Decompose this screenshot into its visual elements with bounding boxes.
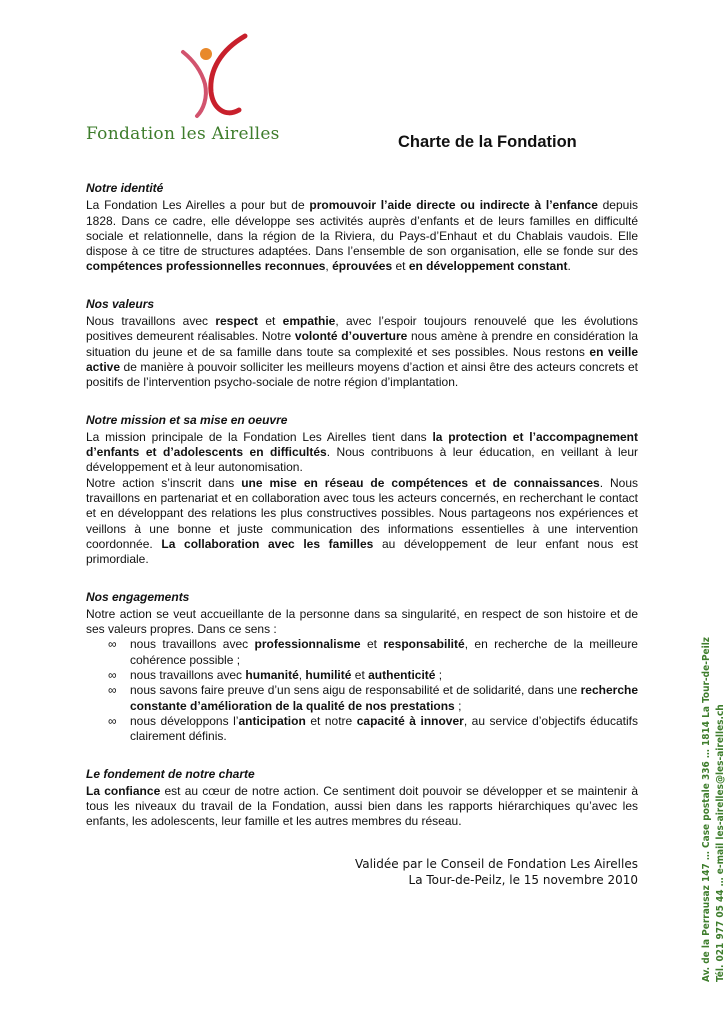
- section-paragraph: Notre action s’inscrit dans une mise en réseau de compétences et de connaissances. Nous travaillons en partenariat et en collaboration avec tous les acteurs concernés, en recherchant le contact et en développant des relations les plus constructives possibles. Nous partageons nos expériences et veillons à une bonne et juste communication des informations essentielles à une intervention coordonnée. La collaboration avec les familles au développement de leur enfant nous est primordiale.: [86, 475, 639, 567]
- list-item: ∞ nous savons faire preuve d’un sens aigu de responsabilité et de solidarité, dans une recherche constante d’amélioration de la qualité de nos prestations ;: [108, 683, 638, 713]
- section-paragraph: Notre action se veut accueillante de la personne dans sa singularité, en respect de son histoire et de ses valeurs propres. Dans ce sens :: [86, 606, 638, 637]
- infinity-bullet-icon: ∞: [108, 713, 117, 728]
- section-engagements: [86, 590, 638, 745]
- page-title: Charte de la Fondation: [398, 133, 577, 151]
- section-valeurs: [86, 297, 638, 391]
- list-item: ∞ nous développons l’anticipation et notre capacité à innover, au service d’objectifs éducatifs clairement définis.: [108, 713, 638, 744]
- section-title: Notre identité: [86, 181, 164, 195]
- section-paragraph: La Fondation Les Airelles a pour but de promouvoir l’aide directe ou indirecte à l’enfance depuis 1828. Dans ce cadre, elle développe ses activités auprès d’enfants et de leurs familles en difficulté sociale et relationnelle, dans la région de la Riviera, du Pays-d’Enhaut et du Chablais vaudois. Elle dispose à ce titre de structures adaptées. Dans l’ensemble de son organisation, elle se fonde sur des compétences professionnelles reconnues, éprouvées et en développement constant.: [86, 198, 638, 274]
- section-title: Le fondement de notre charte: [86, 766, 255, 781]
- section-paragraph: La confiance est au cœur de notre action. Ce sentiment doit pouvoir se développer et se maintenir à tous les niveaux du travail de la Fondation, aussi bien dans les rapports hiérarchiques qu’avec les enfants, les adolescents, leur famille et les autres membres du réseau.: [86, 783, 638, 829]
- section-title: Nos valeurs: [86, 296, 155, 311]
- signature-block: [355, 856, 638, 888]
- address-line: Av. de la Perrausaz 147 … Case postale 336 … 1814 La Tour-de-Peilz: [701, 636, 712, 982]
- infinity-bullet-icon: ∞: [108, 668, 117, 683]
- infinity-bullet-icon: ∞: [108, 683, 117, 698]
- section-title: Nos engagements: [86, 589, 190, 604]
- signature-line: Validée par le Conseil de Fondation Les Airelles: [354, 857, 638, 871]
- section-mission: [86, 413, 638, 568]
- signature-line: La Tour-de-Peilz, le 15 novembre 2010: [408, 873, 638, 887]
- section-paragraph: Nous travaillons avec respect et empathie, avec l’espoir toujours renouvelé que les évolutions positives demeurent réalisables. Notre volonté d’ouverture nous amène à prendre en considération la situation du jeune et de sa famille dans toute sa complexité et ses possibles. Nous restons en veille active de manière à pouvoir solliciter les meilleurs moyens d’action et ainsi être des acteurs concrets et positifs de l’intervention psycho-sociale de notre région d’implantation.: [86, 314, 639, 390]
- section-fondement: [86, 767, 638, 830]
- fondation-logo-icon: [175, 30, 255, 122]
- list-item: ∞ nous travaillons avec professionnalisme et responsabilité, en recherche de la meilleure cohérence possible ;: [108, 637, 638, 667]
- list-item: ∞ nous travaillons avec humanité, humilité et authenticité ;: [108, 668, 443, 683]
- org-name: Fondation les Airelles: [86, 124, 280, 144]
- infinity-bullet-icon: ∞: [108, 637, 117, 652]
- charter-body: [86, 181, 638, 852]
- section-title: Notre mission et sa mise en oeuvre: [86, 412, 288, 427]
- contact-line: Tél. 021 977 05 44 … e-mail les-airelles@les-airelles.ch: [715, 704, 726, 982]
- engagements-list: [86, 637, 638, 744]
- side-address: [700, 637, 728, 982]
- section-paragraph: La mission principale de la Fondation Les Airelles tient dans la protection et l’accompagnement d’enfants et d’adolescents en difficultés. Nous contribuons à leur éducation, en veillant à leur développement et à leur autonomisation.: [86, 429, 639, 475]
- section-identite: [86, 181, 638, 275]
